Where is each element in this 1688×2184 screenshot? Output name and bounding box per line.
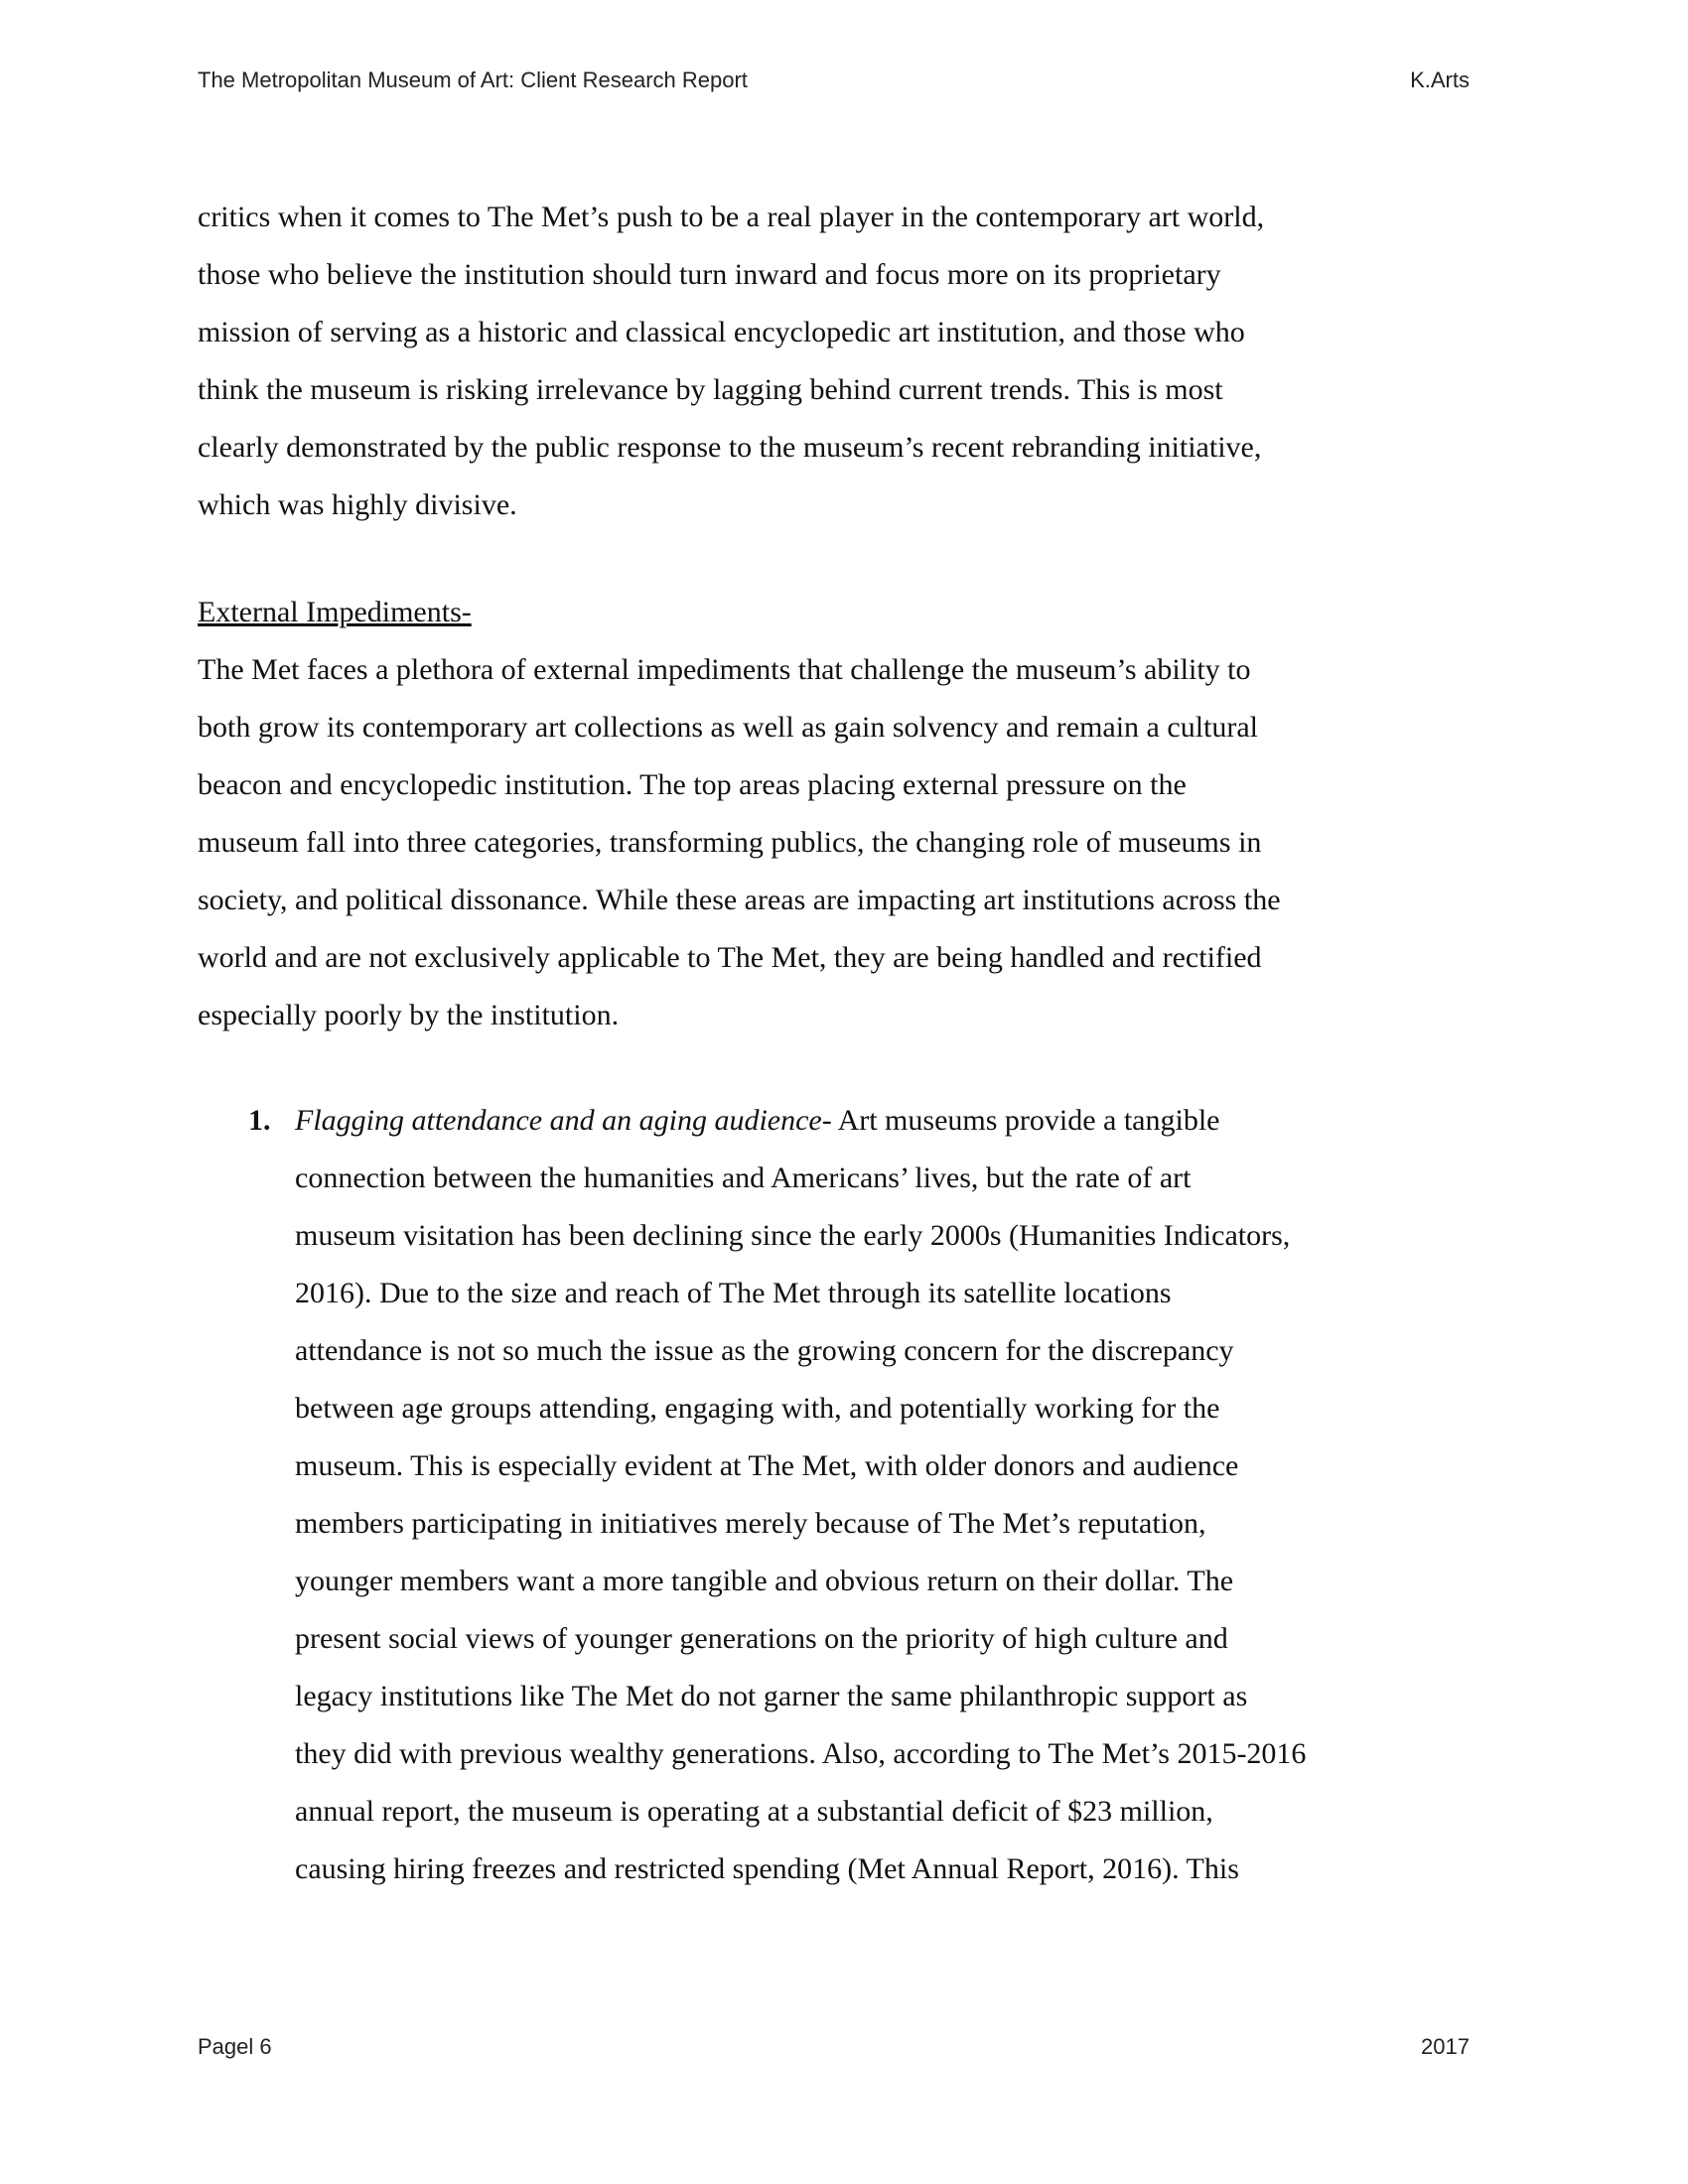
text-line: especially poorly by the institution. bbox=[198, 999, 620, 1031]
text-line: younger members want a more tangible and obvious return on their dollar. The bbox=[295, 1565, 1234, 1597]
text-line: clearly demonstrated by the public response to the museum’s recent rebranding initiative, bbox=[198, 431, 1262, 464]
text-line: mission of serving as a historic and classical encyclopedic art institution, and those who bbox=[198, 316, 1245, 348]
header-title: The Metropolitan Museum of Art: Client Research Report bbox=[198, 68, 748, 92]
numbered-list bbox=[248, 1092, 1306, 1898]
paragraph-intro bbox=[198, 189, 1264, 534]
section-heading: External Impediments- bbox=[198, 596, 472, 628]
text-line: both grow its contemporary art collections as well as gain solvency and remain a cultural bbox=[198, 711, 1259, 744]
text-line: annual report, the museum is operating at a substantial deficit of $23 million, bbox=[295, 1795, 1213, 1828]
text-line: those who believe the institution should turn inward and focus more on its proprietary bbox=[198, 258, 1221, 291]
list-number: 1. bbox=[248, 1104, 271, 1137]
text-line: they did with previous wealthy generations. Also, according to The Met’s 2015-2016 bbox=[295, 1737, 1307, 1770]
paragraph-external-impediments bbox=[198, 641, 1281, 1044]
text-line: which was highly divisive. bbox=[198, 488, 517, 521]
text-line: causing hiring freezes and restricted spending (Met Annual Report, 2016). This bbox=[295, 1852, 1239, 1885]
list-item-first-line bbox=[295, 1092, 1306, 1150]
text-line: think the museum is risking irrelevance by lagging behind current trends. This is most bbox=[198, 373, 1223, 406]
text-line: world and are not exclusively applicable to The Met, they are being handled and rectified bbox=[198, 941, 1262, 974]
text-line: between age groups attending, engaging with, and potentially working for the bbox=[295, 1392, 1220, 1425]
list-item-title: Flagging attendance and an aging audience bbox=[295, 1104, 822, 1137]
text-line: 2016). Due to the size and reach of The Met through its satellite locations bbox=[295, 1277, 1172, 1309]
text-line: museum fall into three categories, transforming publics, the changing role of museums in bbox=[198, 826, 1262, 859]
footer-page: Pagel 6 bbox=[198, 2034, 272, 2059]
text-line: attendance is not so much the issue as the growing concern for the discrepancy bbox=[295, 1334, 1234, 1367]
text-line: present social views of younger generations on the priority of high culture and bbox=[295, 1622, 1228, 1655]
footer-year: 2017 bbox=[1421, 2034, 1470, 2059]
text-line: museum. This is especially evident at The Met, with older donors and audience bbox=[295, 1449, 1239, 1482]
list-item-text: - Art museums provide a tangible bbox=[821, 1104, 1220, 1137]
text-line: critics when it comes to The Met’s push to be a real player in the contemporary art world, bbox=[198, 201, 1265, 233]
text-line: beacon and encyclopedic institution. The top areas placing external pressure on the bbox=[198, 768, 1187, 801]
text-line: museum visitation has been declining since the early 2000s (Humanities Indicators, bbox=[295, 1219, 1291, 1252]
text-line: society, and political dissonance. While these areas are impacting art institutions across the bbox=[198, 884, 1281, 916]
header-author: K.Arts bbox=[1410, 68, 1470, 92]
text-line: connection between the humanities and Americans’ lives, but the rate of art bbox=[295, 1161, 1192, 1194]
list-item bbox=[248, 1092, 1306, 1898]
text-line: legacy institutions like The Met do not garner the same philanthropic support as bbox=[295, 1680, 1248, 1712]
text-line: The Met faces a plethora of external impediments that challenge the museum’s ability to bbox=[198, 653, 1251, 686]
text-line: members participating in initiatives merely because of The Met’s reputation, bbox=[295, 1507, 1206, 1540]
